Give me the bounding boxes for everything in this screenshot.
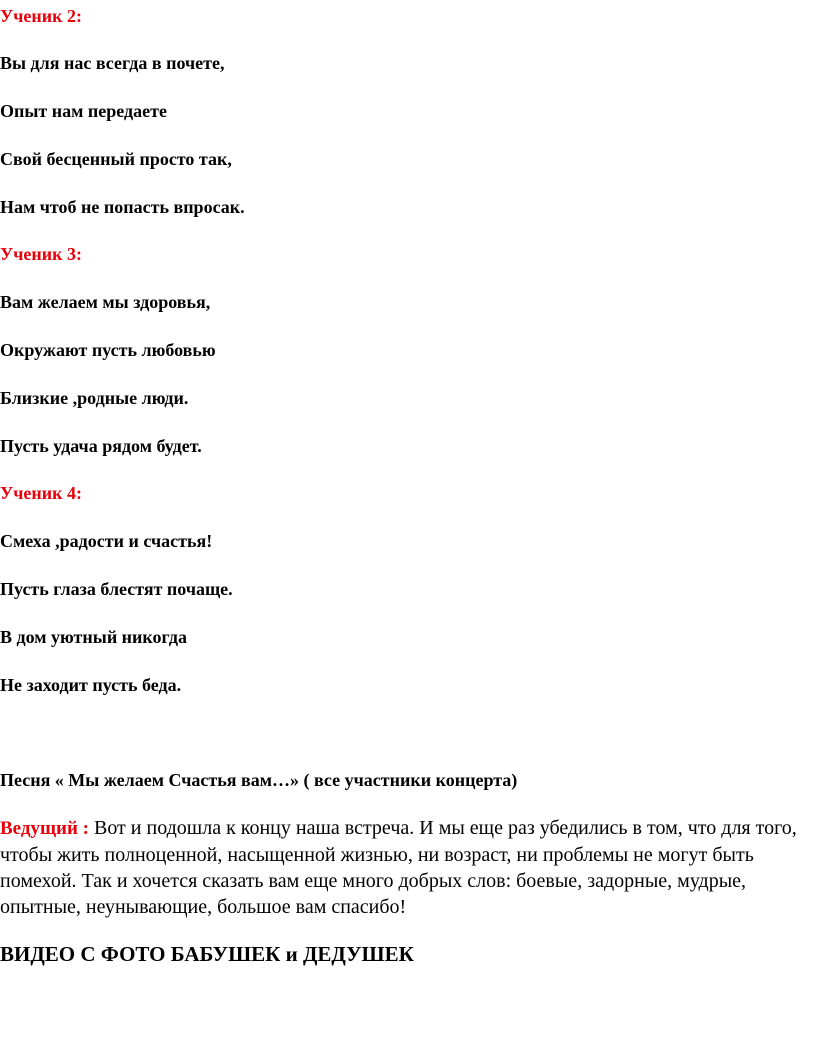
verse-line: Пусть глаза блестят почаще. xyxy=(0,579,233,599)
verse-line: Близкие ,родные люди. xyxy=(0,388,189,408)
final-heading: ВИДЕО С ФОТО БАБУШЕК и ДЕДУШЕК xyxy=(0,942,414,966)
host-label: Ведущий : xyxy=(0,818,89,839)
verse-line: Не заходит пусть беда. xyxy=(0,675,182,695)
speaker-label-student-2: Ученик 2: xyxy=(0,6,82,26)
host-paragraph xyxy=(0,815,800,920)
verse-line: Свой бесценный просто так, xyxy=(0,149,232,169)
verse-line: Пусть удача рядом будет. xyxy=(0,436,202,456)
song-announcement: Песня « Мы желаем Счастья вам…» ( все участники концерта) xyxy=(0,770,518,790)
verse-line: В дом уютный никогда xyxy=(0,627,187,647)
verse-line: Смеха ,радости и счастья! xyxy=(0,531,213,551)
verse-line: Вам желаем мы здоровья, xyxy=(0,292,211,312)
speaker-label-student-4: Ученик 4: xyxy=(0,483,82,503)
verse-line: Окружают пусть любовью xyxy=(0,340,216,360)
host-text: Вот и подошла к концу наша встреча. И мы еще раз убедились в том, что для того, чтобы жить полноценной, насыщенной жизнью, ни возраст, ни проблемы не могут быть помехой. Так и хочется сказать вам еще много добрых слов: боевые, задорные, мудрые, опытные, неунывающие, большое вам спасибо! xyxy=(0,817,797,918)
verse-line: Нам чтоб не попасть впросак. xyxy=(0,197,245,217)
speaker-label-student-3: Ученик 3: xyxy=(0,244,82,264)
verse-line: Опыт нам передаете xyxy=(0,101,167,121)
verse-line: Вы для нас всегда в почете, xyxy=(0,53,225,73)
